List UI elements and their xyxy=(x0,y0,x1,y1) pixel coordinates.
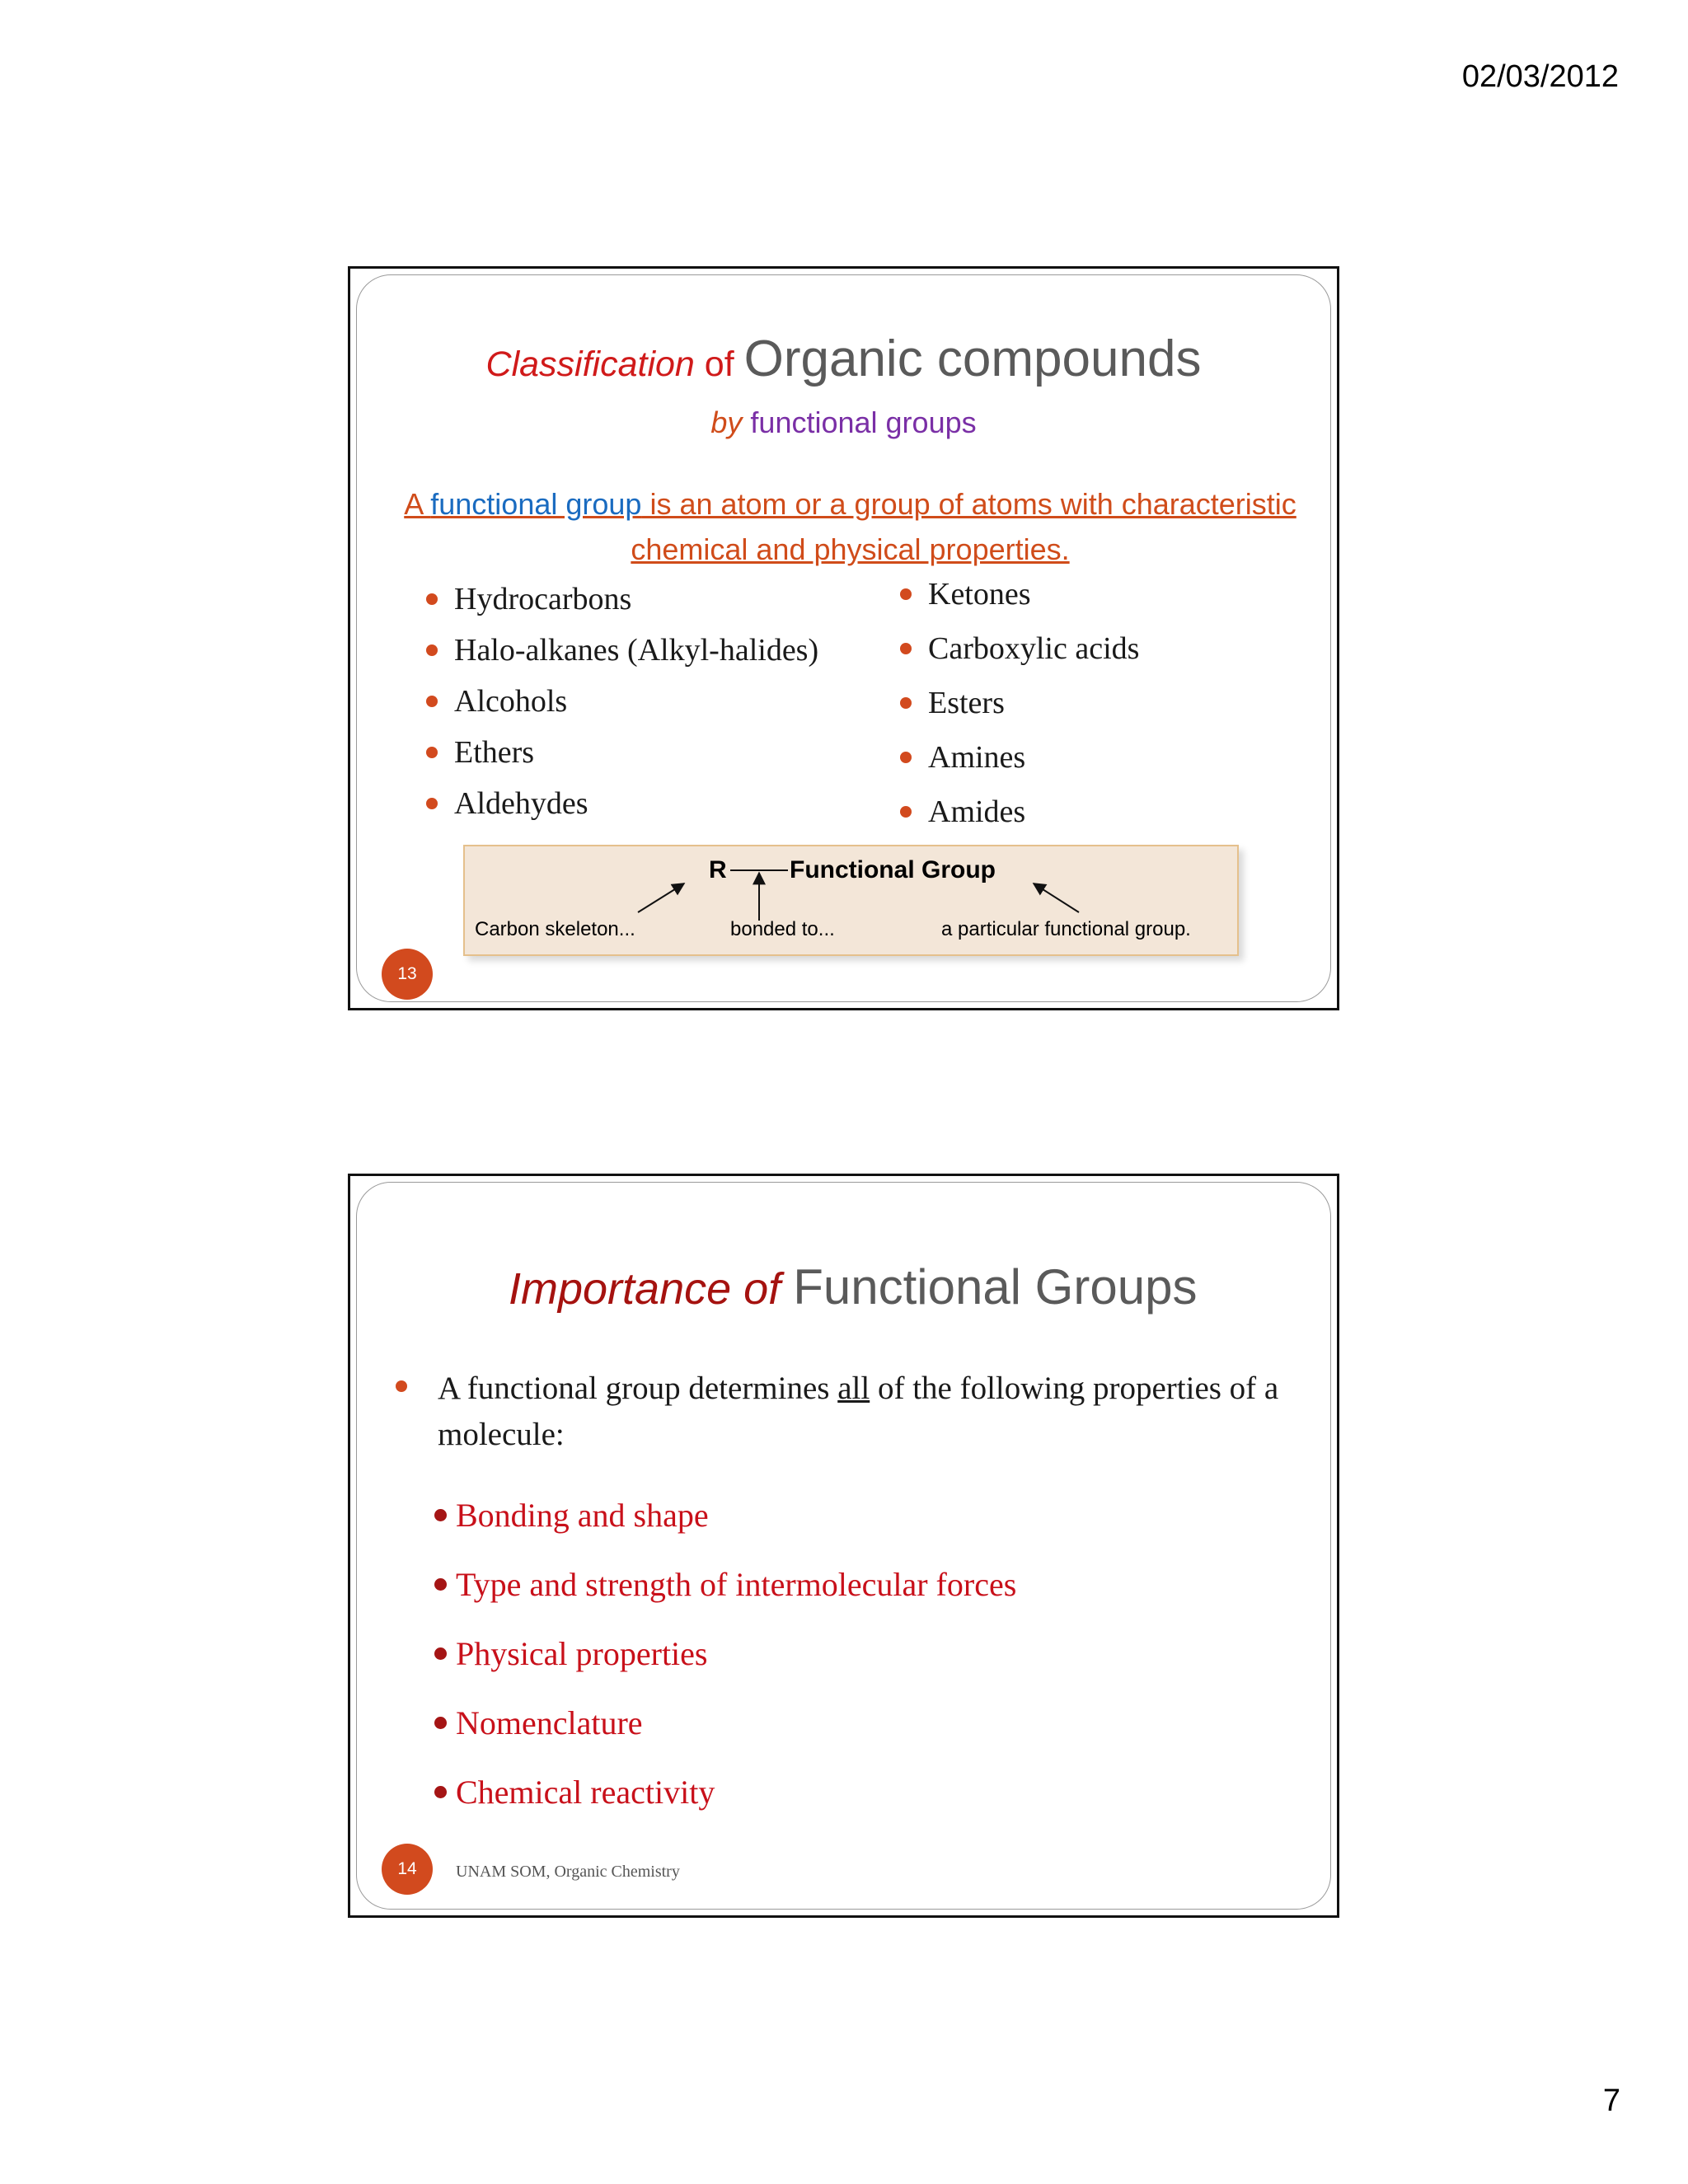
list-item: Amides xyxy=(928,785,1139,839)
caption-bonded-to: bonded to... xyxy=(730,918,835,940)
list-item: Amines xyxy=(928,730,1139,785)
functional-group-diagram xyxy=(463,845,1239,956)
list-item: Ethers xyxy=(454,727,818,778)
main-bullet-text xyxy=(438,1366,1311,1458)
list-item: Ketones xyxy=(928,567,1139,621)
title-of: of xyxy=(694,344,744,384)
main-bullet-part3: of the following properties of a molecule: xyxy=(438,1371,1279,1452)
functional-groups-list-left xyxy=(454,574,818,829)
caption-carbon-skeleton: Carbon skeleton... xyxy=(475,918,635,940)
diagram-r-label: R xyxy=(709,856,727,883)
list-item: Nomenclature xyxy=(456,1689,1016,1758)
list-item: Type and strength of intermolecular forces xyxy=(456,1550,1016,1619)
list-item: Aldehydes xyxy=(454,778,818,829)
slide-classification xyxy=(348,266,1339,1010)
definition-functional-group: functional group xyxy=(430,487,642,521)
slide-inner-border xyxy=(356,274,1331,1002)
slide-subtitle xyxy=(357,405,1330,440)
bullet-dot xyxy=(396,1380,407,1392)
functional-groups-list-right xyxy=(928,567,1139,839)
title-organic-compounds: Organic compounds xyxy=(743,330,1202,387)
subtitle-functional-groups: functional groups xyxy=(750,405,977,439)
properties-list xyxy=(456,1481,1016,1827)
subtitle-by: by xyxy=(710,405,751,439)
list-item: Chemical reactivity xyxy=(456,1758,1016,1827)
list-item: Hydrocarbons xyxy=(454,574,818,625)
page-date: 02/03/2012 xyxy=(1461,59,1619,94)
definition-a: A xyxy=(404,487,431,521)
slide-inner-border xyxy=(356,1182,1331,1910)
page-number: 7 xyxy=(1602,2083,1620,2118)
arrow-carbon-skeleton xyxy=(638,883,684,912)
title-classification: Classification xyxy=(485,344,695,384)
list-item: Alcohols xyxy=(454,676,818,727)
main-bullet-part1: A functional group determines xyxy=(438,1371,838,1406)
list-item: Physical properties xyxy=(456,1619,1016,1689)
list-item: Bonding and shape xyxy=(456,1481,1016,1550)
list-item: Esters xyxy=(928,676,1139,730)
definition-rest: is an atom or a group of atoms with characteristic chemical and physical properties. xyxy=(631,487,1296,566)
slide-footer: UNAM SOM, Organic Chemistry xyxy=(456,1863,680,1881)
slide-importance xyxy=(348,1174,1339,1918)
slide-number-badge: 14 xyxy=(382,1844,433,1895)
caption-particular-group: a particular functional group. xyxy=(941,918,1191,940)
slide-title xyxy=(509,1258,1197,1315)
definition-text xyxy=(373,481,1327,572)
title-importance-of: Importance of xyxy=(509,1264,794,1314)
title-functional-groups: Functional Groups xyxy=(793,1259,1198,1315)
diagram-functional-group-label: Functional Group xyxy=(790,856,996,883)
main-bullet-all: all xyxy=(837,1371,870,1406)
list-item: Halo-alkanes (Alkyl-halides) xyxy=(454,625,818,676)
list-item: Carboxylic acids xyxy=(928,621,1139,676)
slide-title xyxy=(357,330,1330,388)
slide-number-badge: 13 xyxy=(382,949,433,1000)
arrow-functional-group xyxy=(1034,883,1079,912)
